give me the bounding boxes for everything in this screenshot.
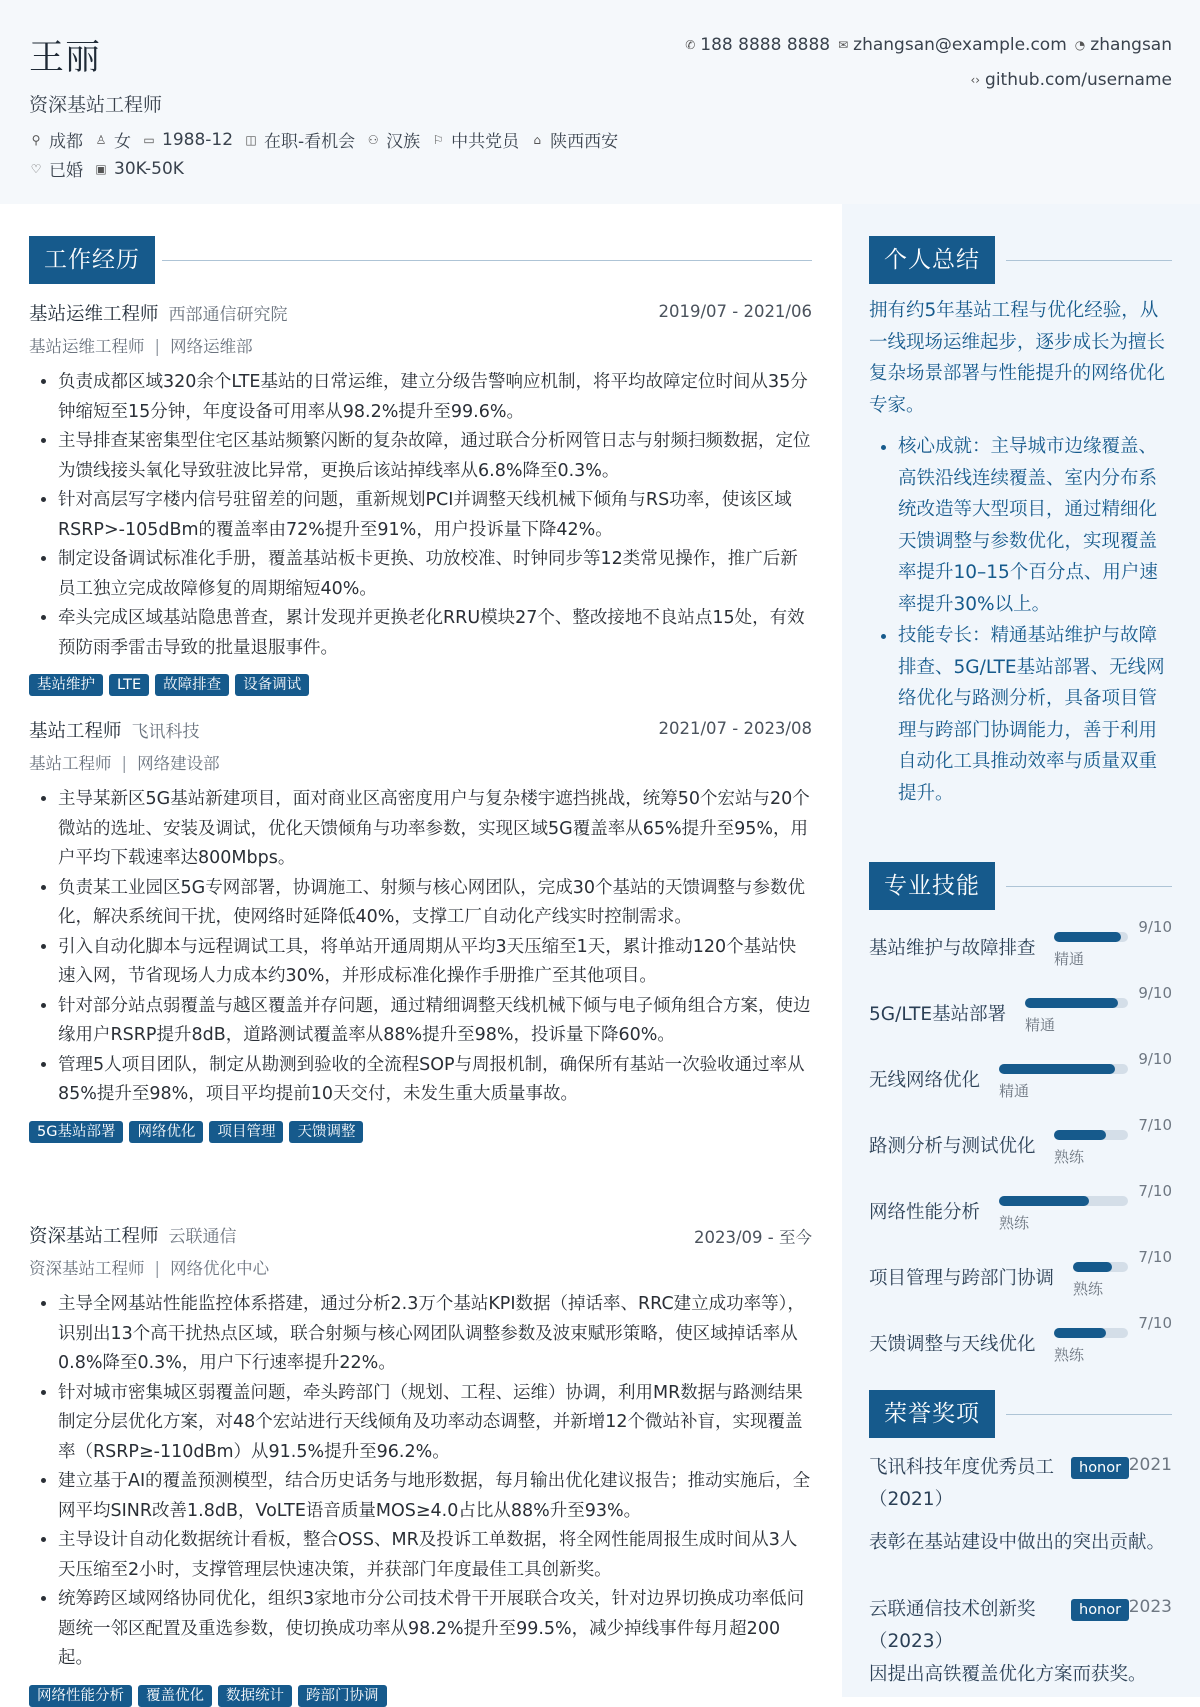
- honor-badge: honor: [1071, 1599, 1129, 1621]
- list-item: • 负责成都区域320余个LTE基站的日常运维，建立分级告警响应机制，将平均故障定位时间从35分钟缩短至15分钟，年度设备可用率从98.2%提升至99.6%。: [58, 368, 812, 427]
- skill-name: 5G/LTE基站部署: [869, 1004, 1007, 1025]
- job-tags: [29, 1121, 812, 1143]
- job-position: 基站工程师: [29, 754, 112, 773]
- skill-score: 7/10: [1138, 1248, 1172, 1266]
- contact-phone[interactable]: ✆ 188 8888 8888: [685, 35, 831, 55]
- list-item: • 建立基于AI的覆盖预测模型，结合历史话务与地形数据，每月输出优化建议报告；推动实施后，全网平均SINR改善1.8dB，VoLTE语音质量MOS≥4.0占比从88%升至93%。: [58, 1467, 812, 1526]
- home-icon: ⌂: [533, 132, 541, 147]
- contact-email[interactable]: ✉ zhangsan@example.com: [838, 35, 1067, 55]
- skill-tag: 覆盖优化: [138, 1685, 212, 1707]
- skill-row: [869, 984, 1172, 1046]
- summary-block: [869, 295, 1172, 809]
- candidate-title: 资深基站工程师: [29, 94, 163, 116]
- summary-points: [869, 431, 1172, 809]
- list-item: • 针对部分站点弱覆盖与越区覆盖并存问题，通过精细调整天线机械下倾与电子倾角组合方案，使边缘用户RSRP提升8dB，道路测试覆盖率从88%提升至98%，投诉量下降60%。: [58, 992, 812, 1051]
- job-header: [29, 1222, 812, 1256]
- job-department: 网络运维部: [170, 337, 253, 356]
- info-status: ◫ 在职-看机会: [245, 132, 356, 152]
- skill-row: [869, 1050, 1172, 1112]
- job-department: 网络建设部: [137, 754, 220, 773]
- personal-info-row-2: [29, 156, 195, 181]
- honor-year: 2021: [1128, 1455, 1172, 1475]
- section-title-summary: 个人总结: [869, 236, 995, 284]
- heart-icon: ♡: [30, 161, 42, 176]
- personal-info-row-1: [29, 127, 629, 152]
- job-tags: [29, 674, 812, 696]
- skill-tag: 故障排查: [155, 674, 229, 696]
- skill-progress-fill: [1073, 1262, 1112, 1272]
- skill-level: 熟练: [1054, 1346, 1085, 1364]
- skill-name: 无线网络优化: [869, 1070, 981, 1091]
- mail-icon: ✉: [838, 38, 849, 52]
- info-hometown: ⌂ 陕西西安: [530, 127, 618, 152]
- honor-description: 表彰在基站建设中做出的突出贡献。: [869, 1532, 1166, 1553]
- job-title: 基站工程师: [29, 721, 122, 742]
- skill-level: 熟练: [1073, 1280, 1104, 1298]
- job-tags: [29, 1685, 812, 1707]
- list-item: • 针对城市密集城区弱覆盖问题，牵头跨部门（规划、工程、运维）协调，利用MR数据与路测结果制定分层优化方案，对48个宏站进行天线倾角及功率动态调整，并新增12个微站补盲，实现覆盖率（RSRP≥-110dBm）从91.5%提升至96.2%。: [58, 1379, 812, 1468]
- skill-score: 9/10: [1138, 918, 1172, 936]
- skill-progress-fill: [999, 1064, 1115, 1074]
- job-position: 资深基站工程师: [29, 1259, 145, 1278]
- section-divider: [162, 260, 812, 261]
- skill-level: 熟练: [999, 1214, 1030, 1232]
- skill-tag: LTE: [109, 674, 149, 696]
- skill-name: 路测分析与测试优化: [869, 1136, 1036, 1157]
- job-date: 2019/07 - 2021/06: [658, 302, 812, 321]
- skill-progress-fill: [1025, 998, 1118, 1008]
- resume-header: [0, 0, 1200, 204]
- skill-score: 9/10: [1138, 984, 1172, 1002]
- section-divider: [1006, 260, 1172, 261]
- job-bullets: [29, 368, 812, 663]
- skill-level: 精通: [1054, 950, 1085, 968]
- list-item: • 技能专长：精通基站维护与故障排查、5G/LTE基站部署、无线网络优化与路测分析，具备项目管理与跨部门协调能力，善于利用自动化工具推动效率与质量双重提升。: [898, 620, 1172, 809]
- list-item: • 制定设备调试标准化手册，覆盖基站板卡更换、功放校准、时钟同步等12类常见操作，推广后新员工独立完成故障修复的周期缩短40%。: [58, 545, 812, 604]
- skill-name: 基站维护与故障排查: [869, 938, 1036, 959]
- skill-tag: 网络优化: [129, 1121, 203, 1143]
- skill-row: [869, 1314, 1172, 1376]
- job-date: 2021/07 - 2023/08: [658, 719, 812, 738]
- skill-row: [869, 1182, 1172, 1244]
- job-header: [29, 300, 812, 334]
- list-item: • 主导全网基站性能监控体系搭建，通过分析2.3万个基站KPI数据（掉话率、RRC建立成功率等），识别出13个高干扰热点区域，联合射频与核心网团队调整参数及波束赋形策略，使区域掉话率从0.8%降至0.3%，用户下行速率提升22%。: [58, 1290, 812, 1379]
- skill-tag: 项目管理: [209, 1121, 283, 1143]
- job-company: 西部通信研究院: [168, 305, 288, 325]
- wechat-icon: ◔: [1074, 38, 1086, 52]
- skill-progress-bar: [1073, 1262, 1128, 1272]
- skill-row: [869, 1248, 1172, 1310]
- section-title-work: 工作经历: [29, 236, 155, 284]
- honor-description: 因提出高铁覆盖优化方案而获奖。: [869, 1664, 1147, 1685]
- info-location: ⚲ 成都: [29, 127, 83, 152]
- separator: |: [154, 337, 161, 356]
- skill-name: 项目管理与跨部门协调: [869, 1268, 1055, 1289]
- info-salary: ▣ 30K-50K: [95, 158, 184, 179]
- skill-progress-bar: [1054, 1130, 1128, 1140]
- job-subline: [29, 1256, 812, 1290]
- skill-score: 7/10: [1138, 1182, 1172, 1200]
- section-divider: [1006, 886, 1172, 887]
- skill-level: 精通: [999, 1082, 1030, 1100]
- list-item: • 负责某工业园区5G专网部署，协调施工、射频与核心网团队，完成30个基站的天馈调整与参数优化，解决系统间干扰，使网络时延降低40%，支撑工厂自动化产线实时控制需求。: [58, 874, 812, 933]
- skill-name: 天馈调整与天线优化: [869, 1334, 1036, 1355]
- skill-row: [869, 918, 1172, 980]
- skill-tag: 5G基站部署: [29, 1121, 123, 1143]
- skill-score: 7/10: [1138, 1314, 1172, 1332]
- honor-year: 2023: [1128, 1597, 1172, 1617]
- job-entry-2: [29, 717, 812, 1143]
- job-entry-3: [29, 1222, 812, 1707]
- separator: |: [154, 1259, 161, 1278]
- skill-tag: 天馈调整: [289, 1121, 363, 1143]
- contact-row-2: [962, 70, 1172, 90]
- skill-progress-fill: [1054, 932, 1121, 942]
- honor-entry-2: [869, 1594, 1172, 1691]
- skill-name: 网络性能分析: [869, 1202, 981, 1223]
- skill-level: 熟练: [1054, 1148, 1085, 1166]
- skill-progress-bar: [1025, 998, 1128, 1008]
- info-politics: ⚐ 中共党员: [432, 132, 520, 152]
- skill-progress-fill: [1054, 1328, 1106, 1338]
- skill-progress-bar: [999, 1196, 1128, 1206]
- list-item: • 针对高层写字楼内信号驻留差的问题，重新规划PCI并调整天线机械下倾角与RS功率，使该区域RSRP>-105dBm的覆盖率由72%提升至91%，用户投诉量下降42%。: [58, 486, 812, 545]
- job-title: 资深基站工程师: [29, 1226, 159, 1247]
- honor-entry-1: [869, 1452, 1172, 1559]
- job-company: 飞讯科技: [131, 722, 200, 742]
- calendar-icon: ▭: [143, 132, 155, 147]
- honor-title: 云联通信技术创新奖（2023）: [869, 1599, 1036, 1652]
- list-item: • 引入自动化脚本与远程调试工具，将单站开通周期从平均3天压缩至1天，累计推动120个基站快速入网，节省现场人力成本约30%，并形成标准化操作手册推广至其他项目。: [58, 933, 812, 992]
- skill-progress-bar: [1054, 1328, 1128, 1338]
- list-item: • 主导设计自动化数据统计看板，整合OSS、MR及投诉工单数据，将全网性能周报生成时间从3人天压缩至2小时，支撑管理层快速决策，并获部门年度最佳工具创新奖。: [58, 1526, 812, 1585]
- list-item: • 主导某新区5G基站新建项目，面对商业区高密度用户与复杂楼宇遮挡挑战，统筹50个宏站与20个微站的选址、安装及调试，优化天馈倾角与功率参数，实现区域5G覆盖率从65%提升至95%，用户平均下载速率达800Mbps。: [58, 785, 812, 874]
- job-bullets: [29, 1290, 812, 1674]
- candidate-name: 王丽: [29, 38, 102, 78]
- list-item: • 管理5人项目团队，制定从勘测到验收的全流程SOP与周报机制，确保所有基站一次验收通过率从85%提升至98%，项目平均提前10天交付，未发生重大质量事故。: [58, 1051, 812, 1110]
- summary-intro: 拥有约5年基站工程与优化经验，从一线现场运维起步，逐步成长为擅长复杂场景部署与性能提升的网络优化专家。: [869, 300, 1166, 416]
- honor-title: 飞讯科技年度优秀员工（2021）: [869, 1457, 1055, 1510]
- skill-progress-bar: [1054, 932, 1128, 942]
- skill-score: 7/10: [1138, 1116, 1172, 1134]
- section-divider: [1006, 1414, 1172, 1415]
- user-icon: ♙: [95, 132, 107, 147]
- money-icon: ▣: [95, 161, 107, 176]
- list-item: • 统筹跨区域网络协同优化，组织3家地市分公司技术骨干开展联合攻关，针对边界切换成功率低问题统一邻区配置及重选参数，使切换成功率从98.2%提升至99.5%，减少掉线事件每月超200起。: [58, 1585, 812, 1674]
- job-title: 基站运维工程师: [29, 304, 159, 325]
- phone-icon: ✆: [685, 38, 696, 52]
- separator: |: [121, 754, 128, 773]
- list-item: • 主导排查某密集型住宅区基站频繁闪断的复杂故障，通过联合分析网管日志与射频扫频数据，定位为馈线接头氧化导致驻波比异常，更换后该站掉线率从6.8%降至0.3%。: [58, 427, 812, 486]
- job-position: 基站运维工程师: [29, 337, 145, 356]
- job-subline: [29, 334, 812, 368]
- skill-tag: 设备调试: [235, 674, 309, 696]
- skill-tag: 数据统计: [218, 1685, 292, 1707]
- skill-progress-fill: [1054, 1130, 1106, 1140]
- section-title-honors: 荣誉奖项: [869, 1390, 995, 1438]
- job-header: [29, 717, 812, 751]
- list-item: • 牵头完成区域基站隐患普查，累计发现并更换老化RRU模块27个、整改接地不良站点15处，有效预防雨季雷击导致的批量退服事件。: [58, 604, 812, 663]
- section-title-skills: 专业技能: [869, 862, 995, 910]
- skill-tag: 基站维护: [29, 674, 103, 696]
- info-marital: ♡ 已婚: [30, 161, 83, 181]
- honor-badge: honor: [1071, 1457, 1129, 1479]
- skill-progress-bar: [999, 1064, 1128, 1074]
- skill-row: [869, 1116, 1172, 1178]
- contact-github[interactable]: ‹› github.com/username: [970, 70, 1172, 90]
- skill-level: 精通: [1025, 1016, 1056, 1034]
- job-entry-1: [29, 300, 812, 696]
- skill-tag: 跨部门协调: [298, 1685, 387, 1707]
- job-department: 网络优化中心: [170, 1259, 270, 1278]
- briefcase-icon: ◫: [245, 132, 257, 147]
- job-bullets: [29, 785, 812, 1110]
- skill-tag: 网络性能分析: [29, 1685, 132, 1707]
- job-subline: [29, 751, 812, 785]
- skill-score: 9/10: [1138, 1050, 1172, 1068]
- people-icon: ⚇: [367, 132, 379, 147]
- list-item: • 核心成就：主导城市边缘覆盖、高铁沿线连续覆盖、室内分布系统改造等大型项目，通过精细化天馈调整与参数优化，实现覆盖率提升10–15个百分点、用户速率提升30%以上。: [898, 431, 1172, 620]
- info-birth: ▭ 1988-12: [143, 129, 234, 150]
- skill-progress-fill: [999, 1196, 1089, 1206]
- location-icon: ⚲: [31, 132, 41, 147]
- info-ethnicity: ⚇ 汉族: [367, 132, 421, 152]
- contact-row-1: [677, 35, 1172, 55]
- contact-wechat[interactable]: ◔ zhangsan: [1074, 35, 1172, 55]
- job-date: 2023/09 - 至今: [694, 1228, 812, 1247]
- job-company: 云联通信: [168, 1227, 237, 1247]
- flag-icon: ⚐: [432, 132, 444, 147]
- code-icon: ‹›: [970, 73, 981, 87]
- info-gender: ♙ 女: [95, 132, 131, 152]
